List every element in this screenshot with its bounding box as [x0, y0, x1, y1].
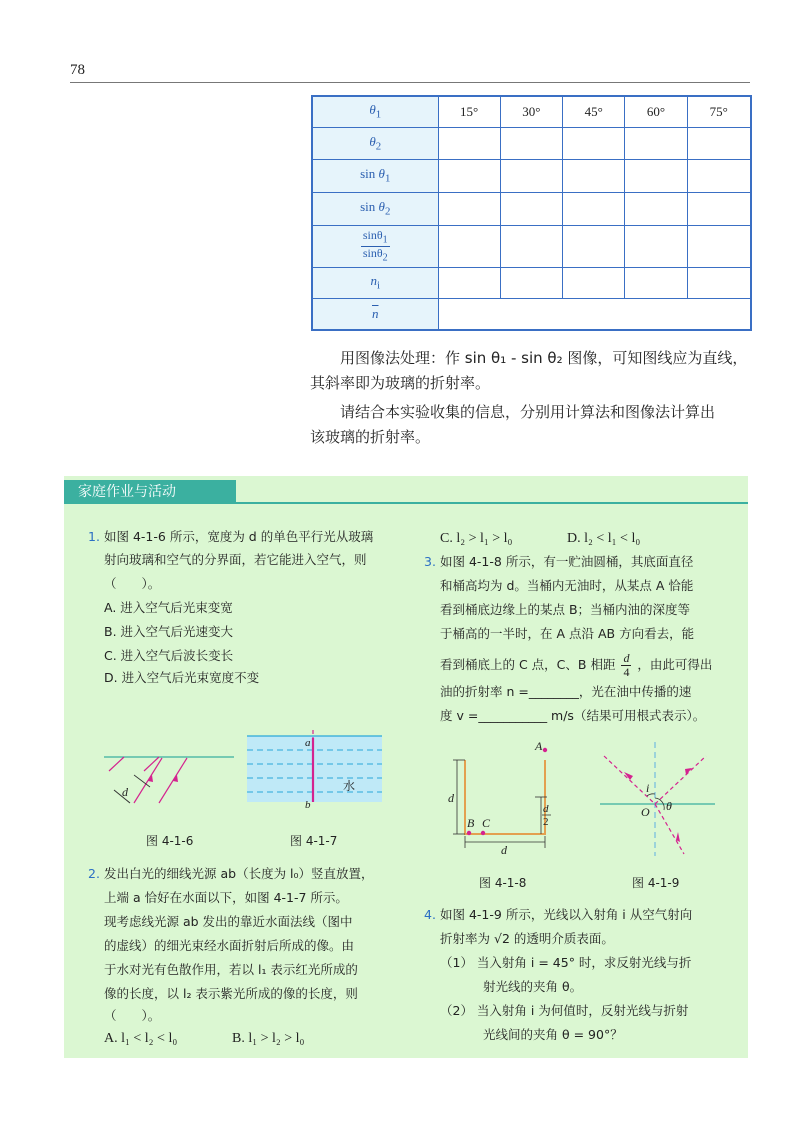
table-row — [312, 127, 751, 159]
q1-number: 1. — [88, 529, 100, 544]
empty-cell — [625, 267, 687, 298]
q4-line: 折射率为 √2 的透明介质表面。 — [440, 931, 614, 946]
fig417-caption: 图 4-1-7 — [290, 834, 338, 848]
q2-option-a: A. l₁ < l₂ < l₀ — [104, 1031, 178, 1046]
angle-cell: 45° — [563, 96, 625, 127]
row-label-sin-theta1: $\sin \theta_1$ — [312, 159, 438, 192]
fig418-label-d-left: d — [448, 791, 454, 805]
empty-cell — [438, 159, 500, 192]
q3-number: 3. — [424, 554, 436, 569]
figure-4-1-9 — [600, 740, 715, 858]
empty-cell — [563, 192, 625, 225]
row-label-ni: $n_i$ — [312, 267, 438, 298]
table-row — [312, 225, 751, 267]
q3-line: 如图 4-1-8 所示，有一贮油圆桶，其底面直径 — [440, 554, 694, 569]
fig418-label-d-half-num: d — [543, 803, 549, 815]
table-row — [312, 192, 751, 225]
fig416-caption: 图 4-1-6 — [146, 834, 194, 848]
q3-line: 度 v =___________ m/s（结果可用根式表示）。 — [440, 708, 706, 723]
angle-cell: 60° — [625, 96, 687, 127]
q1-option: C. 进入空气后波长变长 — [104, 648, 234, 663]
empty-cell — [687, 127, 751, 159]
paragraph-line: 其斜率即为玻璃的折射率。 — [310, 374, 491, 392]
empty-cell — [500, 225, 562, 267]
table-row — [312, 159, 751, 192]
empty-cell — [625, 159, 687, 192]
figure-4-1-6 — [104, 745, 234, 815]
fig418-label-C: C — [482, 816, 491, 830]
row-label-theta2: $\theta_2$ — [312, 127, 438, 159]
empty-cell — [625, 127, 687, 159]
fig419-label-O: O — [641, 805, 650, 819]
empty-cell — [563, 225, 625, 267]
fig416-label-d: d — [122, 785, 128, 799]
q4-sub2-line: 光线间的夹角 θ = 90°？ — [483, 1027, 623, 1042]
paragraph-line: 该玻璃的折射率。 — [310, 428, 431, 446]
q3-line: 看到桶底边缘上的某点 B；当桶内油的深度等 — [440, 602, 691, 617]
q1-option: A. 进入空气后光束变宽 — [104, 600, 233, 615]
q2-option-c: C. l₂ > l₁ > l₀ — [440, 531, 513, 546]
empty-cell — [500, 267, 562, 298]
empty-cell — [438, 267, 500, 298]
q2-line: 的虚线）的细光束经水面折射后所成的像。由 — [104, 938, 355, 953]
empty-cell — [438, 225, 500, 267]
q4-line: 如图 4-1-9 所示，光线以入射角 i 从空气射向 — [440, 907, 693, 922]
angle-cell: 15° — [438, 96, 500, 127]
row-label-theta1: $\theta_1$ — [312, 96, 438, 127]
empty-cell — [687, 159, 751, 192]
paragraph-line: 用图像法处理：作 sin θ₁ - sin θ₂ 图像，可知图线应为直线， — [340, 349, 748, 367]
q3-line: 和桶高均为 d。当桶内无油时，从某点 A 恰能 — [440, 578, 694, 593]
angle-cell: 75° — [687, 96, 751, 127]
q4-number: 4. — [424, 907, 436, 922]
fig418-caption: 图 4-1-8 — [479, 876, 527, 890]
q2-line: 于水对光有色散作用，若以 l₁ 表示红光所成的 — [104, 962, 358, 977]
q2-number: 2. — [88, 866, 100, 881]
paragraph-line: 请结合本实验收集的信息，分别用计算法和图像法计算出 — [340, 403, 716, 421]
empty-cell — [438, 127, 500, 159]
empty-cell — [625, 225, 687, 267]
q2-line: 像的长度，以 l₂ 表示紫光所成的像的长度，则 — [104, 986, 358, 1001]
homework-title-rule — [236, 502, 748, 504]
empty-cell — [563, 127, 625, 159]
empty-cell — [687, 267, 751, 298]
empty-cell — [500, 127, 562, 159]
fig418-label-A: A — [535, 739, 543, 753]
empty-cell — [625, 192, 687, 225]
q1-line: 如图 4-1-6 所示，宽度为 d 的单色平行光从玻璃 — [104, 529, 374, 544]
row-label-nbar: $\overline{n}$ — [312, 298, 438, 330]
empty-cell — [500, 192, 562, 225]
fig418-label-d-half-den: 2 — [543, 816, 549, 828]
q2-option-d: D. l₂ < l₁ < l₀ — [567, 531, 641, 546]
table-row — [312, 96, 751, 127]
header-rule — [70, 82, 750, 83]
figure-4-1-8 — [445, 738, 565, 856]
fig418-label-d-bottom: d — [501, 843, 507, 856]
fig419-label-i: i — [646, 781, 650, 795]
q3-line: 于桶高的一半时，在 A 点沿 AB 方向看去，能 — [440, 626, 695, 641]
fig417-label-water: 水 — [343, 779, 356, 793]
empty-cell — [438, 192, 500, 225]
fig419-label-theta: θ — [666, 799, 672, 813]
data-table — [311, 95, 752, 331]
fig417-label-a: a — [305, 737, 311, 749]
table-row — [312, 298, 751, 330]
q1-line: 射向玻璃和空气的分界面，若它能进入空气，则 — [104, 552, 367, 567]
empty-cell — [687, 225, 751, 267]
figure-4-1-7 — [247, 730, 382, 810]
page-number: 78 — [70, 62, 85, 78]
q2-option-b: B. l₁ > l₂ > l₀ — [232, 1031, 305, 1046]
empty-cell — [563, 159, 625, 192]
q2-line: 上端 a 恰好在水面以下，如图 4-1-7 所示。 — [104, 890, 348, 905]
q2-line: （ ）。 — [104, 1008, 161, 1023]
q3-line: 油的折射率 n =________，光在油中传播的速 — [440, 684, 692, 699]
empty-cell — [687, 192, 751, 225]
angle-cell: 30° — [500, 96, 562, 127]
fig419-caption: 图 4-1-9 — [632, 876, 680, 890]
q1-line: （ ）。 — [104, 576, 161, 591]
q4-sub2-line: （2） 当入射角 i 为何值时，反射光线与折射 — [440, 1003, 689, 1018]
fig418-label-B: B — [467, 816, 475, 830]
row-label-ratio: $\frac{\sin\theta_1}{\sin\theta_2}$ — [312, 225, 438, 267]
q3-line5: 看到桶底上的 C 点，C、B 相距 $\frac{d}{4}$ ，由此可得出 — [440, 651, 713, 679]
table-row — [312, 267, 751, 298]
empty-cell — [438, 298, 751, 330]
q1-option: D. 进入空气后光束宽度不变 — [104, 670, 260, 685]
row-label-sin-theta2: $\sin \theta_2$ — [312, 192, 438, 225]
q2-line: 现考虑线光源 ab 发出的靠近水面法线（图中 — [104, 914, 353, 929]
q1-option: B. 进入空气后光速变大 — [104, 624, 234, 639]
empty-cell — [500, 159, 562, 192]
q4-sub1-line: 射光线的夹角 θ。 — [483, 979, 583, 994]
homework-title: 家庭作业与活动 — [64, 480, 236, 504]
empty-cell — [563, 267, 625, 298]
q2-line: 发出白光的细线光源 ab（长度为 l₀）竖直放置， — [104, 866, 374, 881]
q4-sub1-line: （1） 当入射角 i = 45° 时，求反射光线与折 — [440, 955, 692, 970]
fig417-label-b: b — [305, 799, 311, 810]
